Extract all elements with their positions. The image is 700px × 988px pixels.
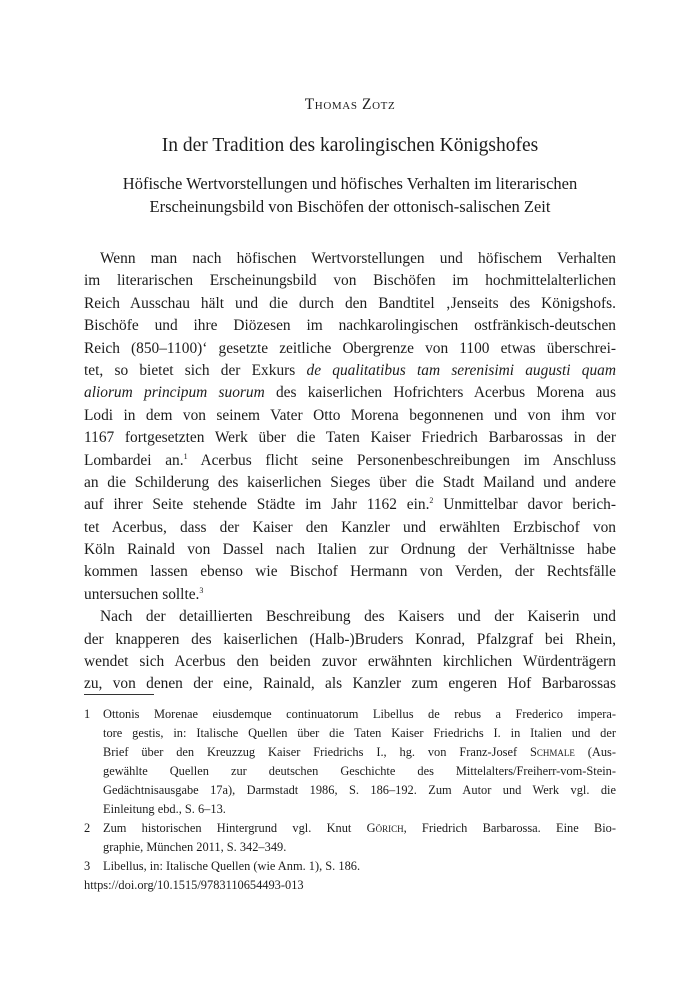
- footnote-line: Einleitung ebd., S. 6–13.: [103, 802, 226, 816]
- footnote-number: 2: [84, 821, 91, 835]
- author-name: Thomas Zotz: [304, 96, 396, 113]
- chapter-title: In der Tradition des karolingischen Königshofes: [161, 135, 539, 156]
- footnote-line: [103, 819, 616, 838]
- footnote-ref[interactable]: 2: [429, 496, 434, 506]
- footnote-2: [84, 819, 616, 857]
- body-line: [84, 494, 616, 516]
- body-line: tet Acerbus, dass der Kaiser den Kanzler und erwählten Erzbischof von: [84, 518, 616, 536]
- body-text-segment: Acerbus flicht seine Personenbeschreibungen im Anschluss: [200, 451, 616, 469]
- footnote-divider: [84, 694, 154, 695]
- doi-link[interactable]: https://doi.org/10.1515/9783110654493-013: [84, 878, 304, 892]
- author-surname: Görich: [366, 821, 404, 835]
- body-text-segment: tet, so bietet sich der Exkurs: [84, 361, 296, 379]
- body-line: kommen lassen ebenso wie Bischof Hermann von Verden, der Rechtsfälle: [84, 563, 616, 581]
- body-text-segment: Unmittelbar davor berich-: [443, 496, 616, 514]
- footnote-text-segment: Zum historischen Hintergrund vgl. Knut: [103, 821, 352, 835]
- footnote-number: 3: [84, 859, 91, 873]
- body-line: im literarischen Erscheinungsbild von Bischöfen im hochmittelalterlichen: [84, 272, 616, 290]
- footnote-text-segment: , Friedrich Barbarossa. Eine Bio-: [403, 821, 616, 835]
- body-text-segment: des kaiserlichen Hofrichters Acerbus Morena aus: [275, 384, 616, 402]
- chapter-subtitle: [84, 172, 616, 218]
- body-line: [84, 360, 616, 382]
- body-line: wendet sich Acerbus den beiden zuvor erwähnten kirchlichen Würdenträgern: [84, 653, 616, 671]
- footnote-line: tore gestis, in: Italische Quellen über die Taten Kaiser Friedrichs I. in Italien und der: [103, 726, 616, 740]
- footnote-number: 1: [84, 707, 91, 721]
- footnotes: [84, 705, 616, 876]
- body-line: [84, 450, 616, 472]
- body-line: [84, 584, 616, 606]
- footnote-line: gewählte Quellen zur deutschen Geschichte des Mittelalters/Freiherr-vom-Stein-: [103, 764, 616, 778]
- body-text-segment: auf ihrer Seite stehende Städte im Jahr 1162 ein.: [84, 496, 430, 514]
- body-line: an die Schilderung des kaiserlichen Sieges über die Stadt Mailand und andere: [84, 473, 616, 491]
- footnote-line: Libellus, in: Italische Quellen (wie Anm. 1), S. 186.: [103, 859, 361, 873]
- footnote-line: Gedächtnisausgabe 17a), Darmstadt 1986, S. 186–192. Zum Autor und Werk vgl. die: [103, 783, 616, 797]
- body-text-segment: Lombardei an.: [84, 451, 184, 469]
- body-line: [84, 382, 616, 404]
- body-text-segment: untersuchen sollte.: [84, 585, 200, 603]
- footnote-text-segment: Brief über den Kreuzzug Kaiser Friedrichs I., hg. von Franz-Josef: [103, 745, 518, 759]
- body-line: Köln Rainald von Dassel nach Italien zur Ordnung der Verhältnisse habe: [84, 541, 616, 559]
- footnote-line: Ottonis Morenae eiusdemque continuatorum Libellus de rebus a Frederico impera-: [103, 707, 616, 721]
- body-line: Wenn man nach höfischen Wertvorstellungen und höfischem Verhalten: [100, 250, 616, 267]
- footnote-3: [84, 857, 616, 876]
- body-text: [84, 248, 616, 696]
- body-line: Bischöfe und ihre Diözesen im nachkarolingischen ostfränkisch-deutschen: [84, 317, 616, 335]
- body-line: Nach der detaillierten Beschreibung des Kaisers und der Kaiserin und: [100, 608, 616, 626]
- author-surname: Schmale: [530, 745, 575, 759]
- italic-latin-title: aliorum principum suorum: [84, 384, 265, 402]
- body-line: zu, von denen der eine, Rainald, als Kanzler zum engeren Hof Barbarossas: [84, 675, 616, 693]
- footnote-1: [84, 705, 616, 819]
- footnote-line: graphie, München 2011, S. 342–349.: [103, 840, 287, 854]
- body-line: 1167 fortgesetzten Werk über die Taten Kaiser Friedrich Barbarossas in der: [84, 429, 616, 447]
- subtitle-line: Höfische Wertvorstellungen und höfisches Verhalten im literarischen: [122, 174, 578, 193]
- italic-latin-title: de qualitatibus tam serenisimi augusti quam: [306, 361, 616, 379]
- body-line: Reich (850–1100)‘ gesetzte zeitliche Obergrenze von 1100 etwas überschrei-: [84, 339, 616, 357]
- body-line: Lodi in dem von seinem Vater Otto Morena begonnenen und von ihm vor: [84, 406, 616, 424]
- footnote-ref[interactable]: 3: [199, 585, 204, 595]
- footnote-ref[interactable]: 1: [183, 451, 188, 461]
- body-line: Reich Ausschau hält und die durch den Bandtitel ‚Jenseits des Königshofs.: [84, 294, 616, 312]
- body-line: der knapperen des kaiserlichen (Halb-)Bruders Konrad, Pfalzgraf bei Rhein,: [84, 630, 616, 648]
- subtitle-line: Erscheinungsbild von Bischöfen der ottonisch-salischen Zeit: [149, 197, 551, 216]
- footnote-line: [103, 743, 616, 762]
- footnote-text-segment: (Aus-: [587, 745, 616, 759]
